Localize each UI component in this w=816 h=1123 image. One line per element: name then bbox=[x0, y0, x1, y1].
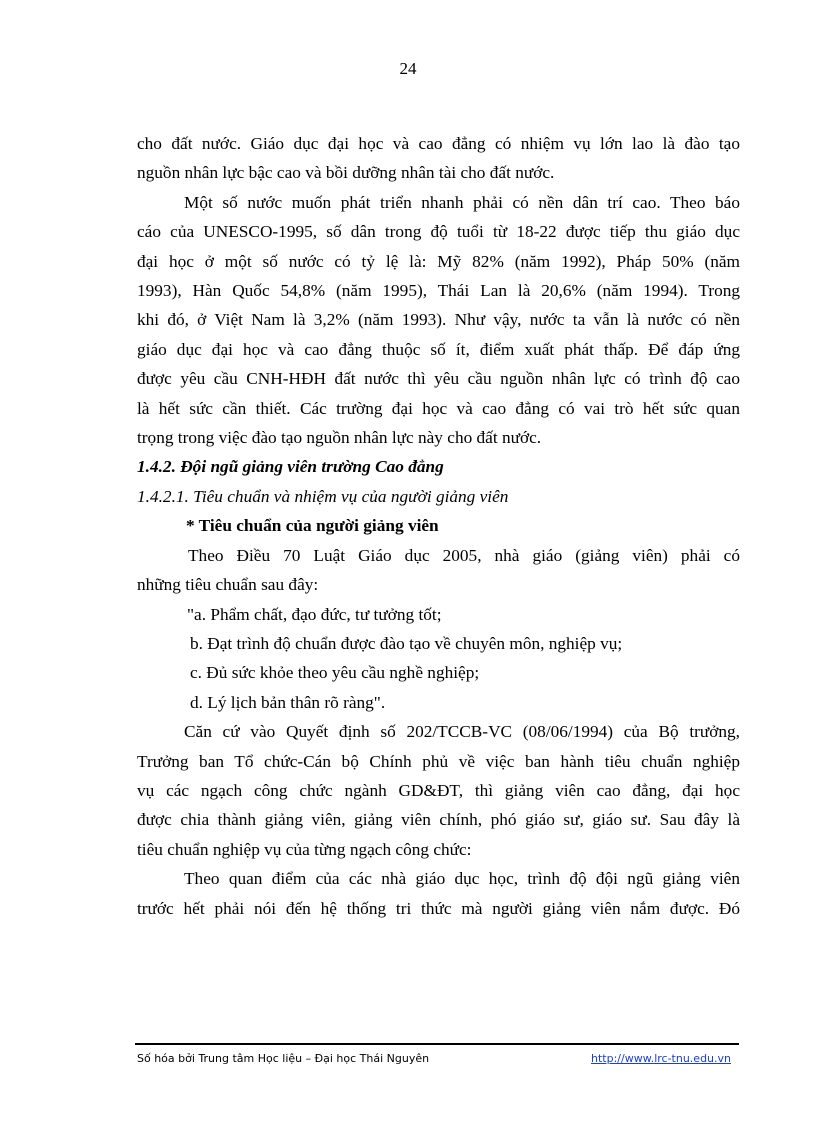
document-body bbox=[137, 129, 740, 923]
body-line: tiêu chuẩn nghiệp vụ của từng ngạch công chức: bbox=[137, 839, 472, 859]
body-line: giáo dục đại học và cao đẳng thuộc số ít, điểm xuất phát thấp. Để đáp ứng bbox=[137, 339, 740, 359]
body-line: khi đó, ở Việt Nam là 3,2% (năm 1993). Như vậy, nước ta vẫn là nước có nền bbox=[137, 310, 740, 330]
footer-link[interactable]: http://www.lrc-tnu.edu.vn bbox=[591, 1052, 731, 1065]
body-line: Căn cứ vào Quyết định số 202/TCCB-VC (08/06/1994) của Bộ trưởng, bbox=[184, 722, 740, 742]
section-heading: 1.4.2. Đội ngũ giảng viên trường Cao đẳng bbox=[137, 457, 444, 477]
quote-line: "a. Phẩm chất, đạo đức, tư tưởng tốt; bbox=[187, 604, 442, 624]
quote-line: d. Lý lịch bản thân rõ ràng". bbox=[190, 692, 386, 712]
body-line: Theo quan điểm của các nhà giáo dục học, trình độ đội ngũ giảng viên bbox=[184, 869, 740, 889]
body-line: là hết sức cần thiết. Các trường đại học và cao đẳng có vai trò hết sức quan bbox=[137, 398, 740, 418]
body-line: nguồn nhân lực bậc cao và bồi dưỡng nhân tài cho đất nước. bbox=[137, 163, 555, 183]
body-line: Trưởng ban Tổ chức-Cán bộ Chính phủ về việc ban hành tiêu chuẩn nghiệp bbox=[137, 751, 740, 771]
body-line: được yêu cầu CNH-HĐH đất nước thì yêu cầu nguồn nhân lực có trình độ cao bbox=[137, 369, 740, 389]
body-line: Một số nước muốn phát triển nhanh phải có nền dân trí cao. Theo báo bbox=[184, 192, 740, 212]
body-line: vụ các ngạch công chức ngành GD&ĐT, thì giảng viên cao đẳng, đại học bbox=[137, 780, 740, 800]
quote-line: b. Đạt trình độ chuẩn được đào tạo về chuyên môn, nghiệp vụ; bbox=[190, 633, 623, 653]
body-line: được chia thành giảng viên, giảng viên chính, phó giáo sư, giáo sư. Sau đây là bbox=[137, 810, 740, 830]
body-line: 1993), Hàn Quốc 54,8% (năm 1995), Thái Lan là 20,6% (năm 1994). Trong bbox=[137, 281, 740, 301]
body-line: đại học ở một số nước có tỷ lệ là: Mỹ 82% (năm 1992), Pháp 50% (năm bbox=[137, 251, 740, 271]
body-line: cáo của UNESCO-1995, số dân trong độ tuổi từ 18-22 được tiếp thu giáo dục bbox=[137, 222, 740, 242]
body-line: trọng trong việc đào tạo nguồn nhân lực này cho đất nước. bbox=[137, 428, 542, 448]
footer-source: Số hóa bởi Trung tâm Học liệu – Đại học Thái Nguyên bbox=[137, 1052, 430, 1065]
body-line: cho đất nước. Giáo dục đại học và cao đẳng có nhiệm vụ lớn lao là đào tạo bbox=[137, 134, 740, 153]
footer-divider bbox=[135, 1043, 739, 1045]
body-line: Theo Điều 70 Luật Giáo dục 2005, nhà giáo (giảng viên) phải có bbox=[188, 545, 740, 565]
subsection-heading: 1.4.2.1. Tiêu chuẩn và nhiệm vụ của người giảng viên bbox=[137, 486, 509, 506]
page-number: 24 bbox=[399, 59, 417, 78]
quote-line: c. Đủ sức khỏe theo yêu cầu nghề nghiệp; bbox=[190, 663, 480, 683]
body-line: những tiêu chuẩn sau đây: bbox=[137, 575, 319, 595]
criteria-heading: * Tiêu chuẩn của người giảng viên bbox=[186, 516, 439, 536]
body-line: trước hết phải nói đến hệ thống tri thức mà người giảng viên nắm được. Đó bbox=[137, 898, 740, 918]
